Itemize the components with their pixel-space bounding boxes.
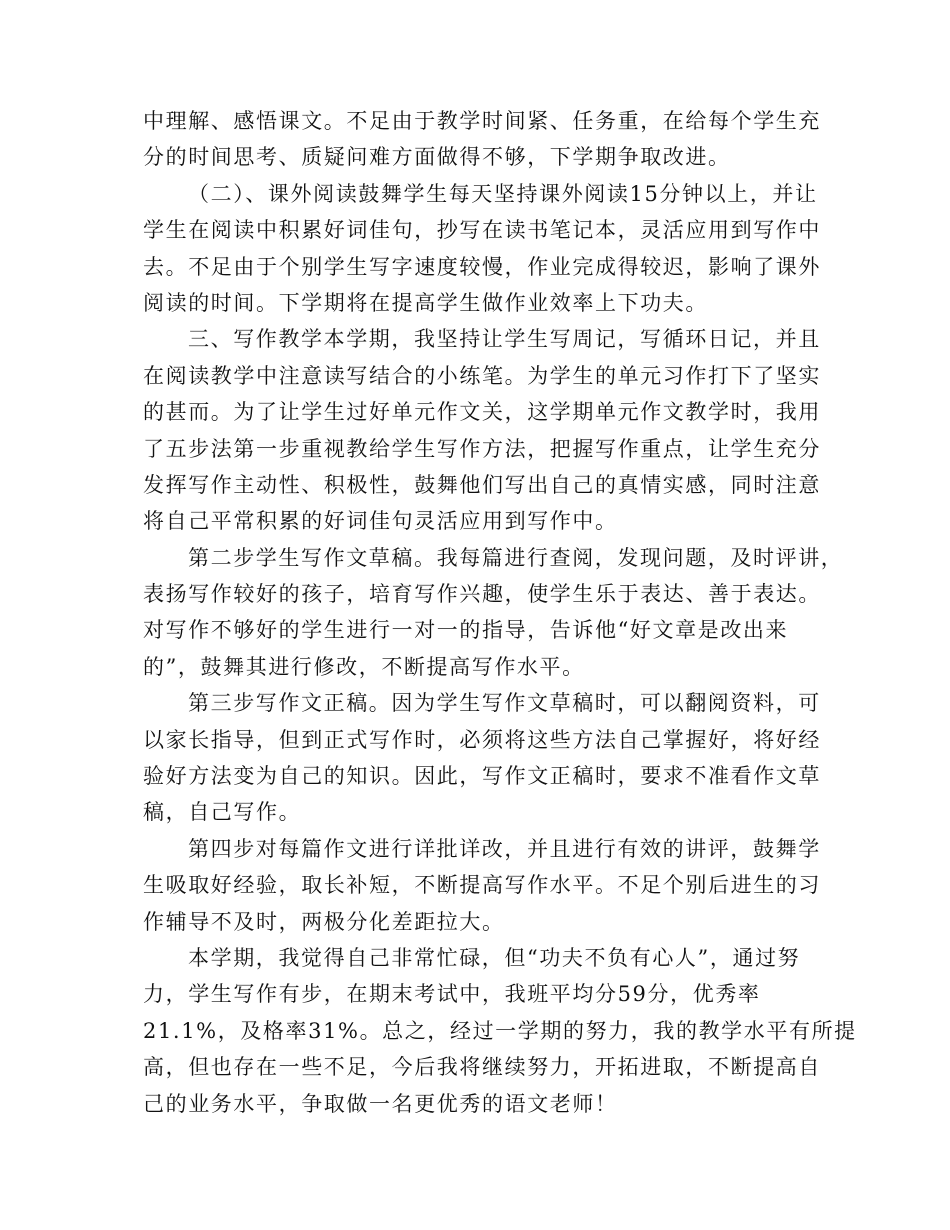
paragraph-first-line: 三、写作教学本学期，我坚持让学生写周记，写循环日记，并且 <box>188 327 821 352</box>
text-line: 学生在阅读中积累好词佳句，抄写在读书笔记本，灵活应用到写作中 <box>143 218 821 243</box>
text-line: 的甚而。为了让学生过好单元作文关，这学期单元作文教学时，我用 <box>143 400 821 425</box>
text-line: 己的业务水平，争取做一名更优秀的语文老师！ <box>143 1091 618 1116</box>
text-line: 在阅读教学中注意读写结合的小练笔。为学生的单元习作打下了坚实 <box>143 363 821 388</box>
text-line: 21.1%，及格率31%。总之，经过一学期的努力，我的教学水平有所提 <box>143 1018 857 1043</box>
document-body <box>143 103 857 1122</box>
paragraph-first-line: 本学期，我觉得自己非常忙碌，但“功夫不负有心人”，通过努 <box>188 945 801 970</box>
text-line: 生吸取好经验，取长补短，不断提高写作水平。不足个别后进生的习 <box>143 873 821 898</box>
text-line: 稿，自己写作。 <box>143 800 302 825</box>
text-line: 作辅导不及时，两极分化差距拉大。 <box>143 909 505 934</box>
text-line: 的”，鼓舞其进行修改，不断提高写作水平。 <box>143 654 585 679</box>
paragraph-first-line: 第三步写作文正稿。因为学生写作文草稿时，可以翻阅资料，可 <box>188 691 821 716</box>
text-line: 将自己平常积累的好词佳句灵活应用到写作中。 <box>143 509 618 534</box>
text-line: 表扬写作较好的孩子，培育写作兴趣，使学生乐于表达、善于表达。 <box>143 582 821 607</box>
text-line: 中理解、感悟课文。不足由于教学时间紧、任务重，在给每个学生充 <box>143 109 821 133</box>
text-line: 对写作不够好的学生进行一对一的指导，告诉他“好文章是改出来 <box>143 618 789 643</box>
text-line: 发挥写作主动性、积极性，鼓舞他们写出自己的真情实感，同时注意 <box>143 472 821 497</box>
text-line: 了五步法第一步重视教给学生写作方法，把握写作重点，让学生充分 <box>143 436 821 461</box>
text-line: 高，但也存在一些不足，今后我将继续努力，开拓进取，不断提高自 <box>143 1055 821 1080</box>
text-line: 分的时间思考、质疑问难方面做得不够，下学期争取改进。 <box>143 145 731 170</box>
paragraph-first-line: 第四步对每篇作文进行详批详改，并且进行有效的讲评，鼓舞学 <box>188 836 821 861</box>
text-line: 去。不足由于个别学生写字速度较慢，作业完成得较迟，影响了课外 <box>143 254 821 279</box>
paragraph-first-line: 第二步学生写作文草稿。我每篇进行查阅，发现问题，及时评讲， <box>188 545 844 570</box>
paragraph-first-line: （二）、课外阅读鼓舞学生每天坚持课外阅读15分钟以上，并让 <box>188 181 818 206</box>
text-line: 以家长指导，但到正式写作时，必须将这些方法自己掌握好，将好经 <box>143 727 821 752</box>
text-line: 力，学生写作有步，在期末考试中，我班平均分59分，优秀率 <box>143 982 761 1007</box>
text-line: 阅读的时间。下学期将在提高学生做作业效率上下功夫。 <box>143 290 708 315</box>
text-line: 验好方法变为自己的知识。因此，写作文正稿时，要求不准看作文草 <box>143 764 821 789</box>
